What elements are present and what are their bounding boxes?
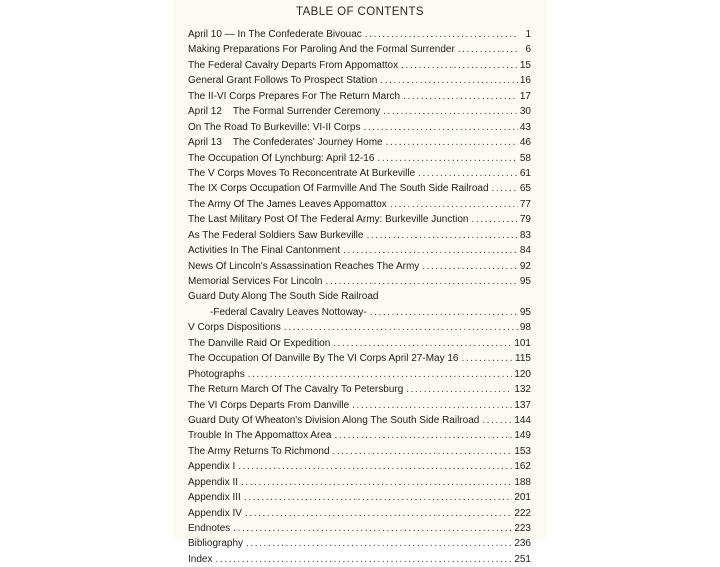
toc-entry-page: 162 xyxy=(514,461,531,473)
toc-leader-dots xyxy=(365,27,519,42)
toc-leader-dots xyxy=(352,398,512,413)
toc-entry-page: 77 xyxy=(519,198,531,210)
toc-entry xyxy=(188,104,531,119)
toc-entry-page: 223 xyxy=(514,523,531,534)
toc-leader-dots xyxy=(462,351,514,366)
toc-entry xyxy=(188,552,531,567)
toc-entry-page: 101 xyxy=(514,337,531,349)
toc-leader-dots xyxy=(241,475,512,490)
toc-entry-title: Memorial Services For Lincoln xyxy=(188,276,323,287)
toc-entry xyxy=(188,166,531,181)
toc-entry xyxy=(188,120,531,135)
toc-entry xyxy=(188,305,531,320)
toc-leader-dots xyxy=(245,506,512,521)
toc-entry-page: 132 xyxy=(514,384,531,396)
toc-entry-title: Bibliography xyxy=(188,538,244,550)
toc-entry-title: On The Road To Burkeville: VI-II Corps xyxy=(188,121,361,133)
toc-entry xyxy=(188,490,531,505)
toc-leader-dots xyxy=(401,58,518,73)
toc-entry-title: Photographs xyxy=(188,368,245,380)
toc-entry xyxy=(188,274,531,289)
toc-entry xyxy=(188,212,531,227)
toc-leader-dots xyxy=(284,320,518,335)
toc-entry-page: 6 xyxy=(525,44,531,56)
toc-entry-title: The Return March Of The Cavalry To Petersburg xyxy=(188,384,404,396)
toc-entry xyxy=(188,506,531,521)
toc-leader-dots xyxy=(326,274,518,289)
toc-entry-title: Endnotes xyxy=(188,523,231,534)
toc-entry-page: 61 xyxy=(519,167,531,179)
toc-entry-title: Appendix III xyxy=(188,492,241,504)
toc-entry-page: 115 xyxy=(515,353,531,365)
toc-entry xyxy=(188,89,531,104)
toc-entry-title: Trouble In The Appomattox Area xyxy=(188,430,332,442)
toc-entry xyxy=(188,73,531,88)
toc-entry-page: 236 xyxy=(514,538,531,550)
toc-entry-page: 98 xyxy=(519,322,531,334)
toc-leader-dots xyxy=(482,413,512,428)
toc-leader-dots xyxy=(244,490,513,505)
toc-entry-title: Appendix II xyxy=(188,476,239,488)
toc-entry xyxy=(188,444,531,459)
toc-entry-title: As The Federal Soldiers Saw Burkeville xyxy=(188,229,364,241)
toc-entry xyxy=(188,413,531,428)
toc-leader-dots xyxy=(492,181,518,196)
toc-entry xyxy=(188,259,531,274)
toc-entry xyxy=(188,289,531,304)
toc-leader-dots xyxy=(248,367,513,382)
toc-entry xyxy=(188,181,531,196)
toc-entry xyxy=(188,135,531,150)
toc-entry-page: 46 xyxy=(519,137,531,149)
toc-entry-title: Appendix IV xyxy=(188,507,242,519)
toc-leader-dots xyxy=(215,552,512,567)
toc-entry xyxy=(188,336,531,351)
toc-entry-title: Making Preparations For Paroling And the Formal Surrender xyxy=(188,44,455,56)
toc-leader-dots xyxy=(386,135,518,150)
toc-leader-dots xyxy=(403,89,518,104)
toc-entry-title: The Occupation Of Lynchburg: April 12-16 xyxy=(188,152,375,164)
toc-entry-title: The Last Military Post Of The Federal Army: Burkeville Junction xyxy=(188,214,469,226)
toc-entry-page: 222 xyxy=(514,507,531,519)
toc-entry-page: 149 xyxy=(514,430,531,442)
toc-entry xyxy=(188,367,531,382)
toc-entry-title: The Army Returns To Richmond xyxy=(188,445,330,457)
toc-entry-page: 17 xyxy=(519,90,531,102)
toc-leader-dots xyxy=(406,382,512,397)
toc-entry-page: 79 xyxy=(519,214,531,226)
toc-entry-title: April 10 — In The Confederate Bivouac xyxy=(188,29,362,40)
toc-entry-title: -Federal Cavalry Leaves Nottoway- xyxy=(210,306,367,318)
toc-entry-page: 201 xyxy=(514,492,531,504)
toc-entry-title: April 13 The Confederates' Journey Home xyxy=(188,137,383,149)
toc-entry xyxy=(188,42,531,57)
toc-entry xyxy=(188,228,531,243)
toc-leader-dots xyxy=(390,197,518,212)
toc-leader-dots xyxy=(334,428,512,443)
toc-entry xyxy=(188,58,531,73)
toc-leader-dots xyxy=(458,42,519,57)
toc-leader-dots xyxy=(377,151,517,166)
toc-entry-page: 16 xyxy=(519,75,531,87)
toc-entry-title: The Occupation Of Danville By The VI Corps April 27-May 16 xyxy=(188,353,459,365)
toc-entry-page: 153 xyxy=(514,445,531,457)
toc-leader-dots xyxy=(233,521,512,536)
toc-leader-dots xyxy=(246,536,512,551)
toc-entry-title: The Danville Raid Or Expedition xyxy=(188,337,331,349)
toc-leader-dots xyxy=(370,305,518,320)
toc-entry-page: 1 xyxy=(525,29,531,40)
toc-leader-dots xyxy=(366,228,517,243)
toc-entry-title: The Army Of The James Leaves Appomattox xyxy=(188,198,387,210)
toc-entry-page: 83 xyxy=(519,229,531,241)
toc-entry-title: The VI Corps Departs From Danville xyxy=(188,399,350,411)
toc-entry-page: 15 xyxy=(519,59,531,71)
toc-list xyxy=(188,27,531,567)
toc-entry-page: 95 xyxy=(519,306,531,318)
toc-entry-page: 84 xyxy=(519,245,531,257)
toc-leader-dots xyxy=(471,212,517,227)
toc-entry-title: Appendix I xyxy=(188,461,236,473)
toc-leader-dots xyxy=(343,243,518,258)
toc-entry xyxy=(188,475,531,490)
toc-entry xyxy=(188,351,531,366)
toc-entry xyxy=(188,536,531,551)
toc-leader-dots xyxy=(364,120,518,135)
toc-entry xyxy=(188,459,531,474)
toc-leader-dots xyxy=(418,166,518,181)
toc-entry xyxy=(188,320,531,335)
toc-entry-page: 144 xyxy=(514,414,531,426)
toc-entry-page: 65 xyxy=(519,183,531,195)
toc-entry xyxy=(188,151,531,166)
toc-entry-page: 251 xyxy=(514,553,531,565)
toc-entry xyxy=(188,382,531,397)
toc-entry-title: The Federal Cavalry Departs From Appomattox xyxy=(188,59,399,71)
toc-entry-page: 58 xyxy=(519,152,531,164)
toc-entry-page: 30 xyxy=(519,106,531,118)
toc-entry-title: Activities In The Final Cantonment xyxy=(188,245,341,257)
toc-entry xyxy=(188,428,531,443)
toc-leader-dots xyxy=(333,444,513,459)
toc-entry xyxy=(188,27,531,42)
toc-leader-dots xyxy=(238,459,512,474)
toc-entry xyxy=(188,197,531,212)
toc-entry-page: 120 xyxy=(514,368,531,380)
toc-entry-title: Index xyxy=(188,553,213,565)
toc-entry xyxy=(188,398,531,413)
toc-entry-page: 43 xyxy=(519,121,531,133)
toc-leader-dots xyxy=(383,104,518,119)
toc-leader-dots xyxy=(422,259,518,274)
document-page xyxy=(173,0,547,565)
toc-entry-title: The II-VI Corps Prepares For The Return March xyxy=(188,90,401,102)
toc-entry-title: Guard Duty Along The South Side Railroad xyxy=(188,291,379,303)
toc-entry-page: 95 xyxy=(519,276,531,287)
toc-entry-title: The IX Corps Occupation Of Farmville And The South Side Railroad xyxy=(188,183,489,195)
toc-entry-title: Guard Duty Of Wheaton's Division Along The South Side Railroad xyxy=(188,414,480,426)
toc-entry-title: General Grant Follows To Prospect Station xyxy=(188,75,378,87)
toc-leader-dots xyxy=(333,336,512,351)
toc-entry-title: The V Corps Moves To Reconcentrate At Burkeville xyxy=(188,167,416,179)
toc-entry-page: 137 xyxy=(514,399,531,411)
toc-entry-page: 188 xyxy=(514,476,531,488)
toc-heading: TABLE OF CONTENTS xyxy=(296,6,424,18)
toc-entry-title: News Of Lincoln's Assassination Reaches The Army xyxy=(188,260,420,272)
toc-entry xyxy=(188,243,531,258)
toc-leader-dots xyxy=(380,73,518,88)
toc-entry-title: April 12 The Formal Surrender Ceremony xyxy=(188,106,381,118)
toc-entry-page: 92 xyxy=(519,260,531,272)
toc-entry xyxy=(188,521,531,536)
toc-entry-title: V Corps Dispositions xyxy=(188,322,281,334)
